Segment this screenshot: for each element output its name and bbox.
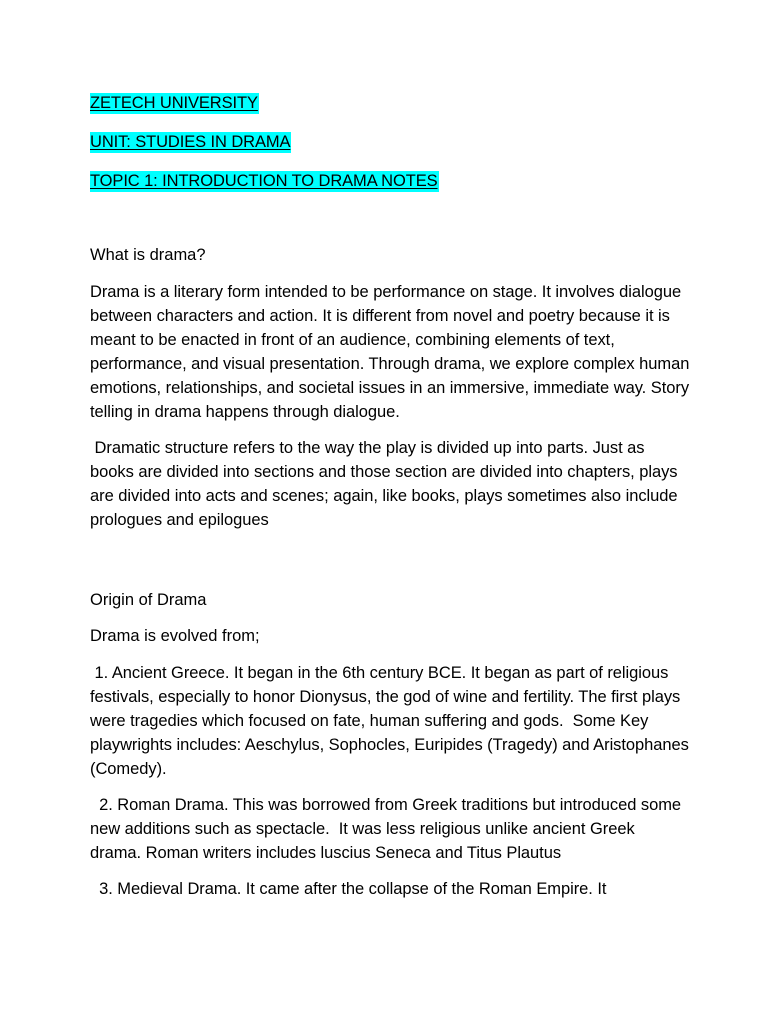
university-title-text: ZETECH UNIVERSITY [90, 94, 258, 112]
drama-definition-paragraph: Drama is a literary form intended to be performance on stage. It involves dialogue between characters and action. It is different from novel and poetry because it is meant to be enacted in front of an audience, combining elements of text, performance, and visual presentation. Through drama, we explore complex human emotions, relationships, and societal issues in an immersive, immediate way. Story telling in drama happens through dialogue. [90, 283, 690, 421]
what-is-drama-heading: What is drama? [90, 246, 206, 264]
evolved-from-subheading: Drama is evolved from; [90, 627, 260, 645]
list-item: 3. Medieval Drama. It came after the collapse of the Roman Empire. It [90, 880, 607, 898]
unit-title-text: UNIT: STUDIES IN DRAMA [90, 133, 291, 151]
topic-title-text: TOPIC 1: INTRODUCTION TO DRAMA NOTES [90, 172, 438, 190]
topic-title [90, 169, 690, 208]
unit-title [90, 130, 690, 169]
dramatic-structure-paragraph: Dramatic structure refers to the way the play is divided up into parts. Just as books are divided into sections and those section are divided into chapters, plays are divided into acts and scenes; again, like books, plays sometimes also include prologues and epilogues [90, 439, 683, 529]
list-item: 2. Roman Drama. This was borrowed from Greek traditions but introduced some new additions such as spectacle. It was less religious unlike ancient Greek drama. Roman writers includes luscius Seneca and Titus Plautus [90, 796, 686, 862]
origin-heading: Origin of Drama [90, 591, 207, 609]
university-title [90, 91, 690, 130]
list-item: 1. Ancient Greece. It began in the 6th century BCE. It began as part of religious festivals, especially to honor Dionysus, the god of wine and fertility. The first plays were tragedies which focused on fate, human suffering and gods. Some Key playwrights includes: Aeschylus, Sophocles, Euripides (Tragedy) and Aristophanes (Comedy). [90, 664, 694, 778]
document-body [90, 91, 694, 901]
